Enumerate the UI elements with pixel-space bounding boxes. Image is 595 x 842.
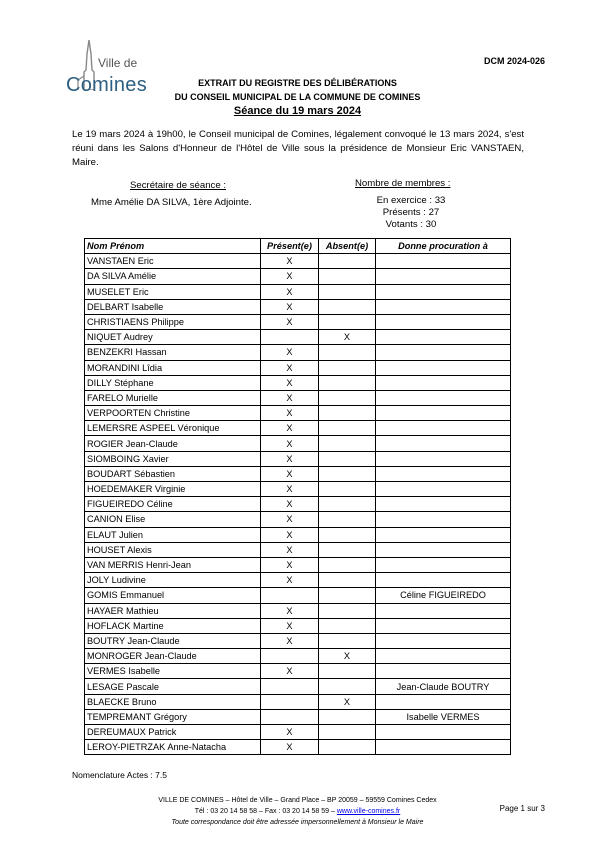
- table-row: [85, 512, 511, 527]
- table-row: [85, 618, 511, 633]
- proxy-to: [376, 421, 511, 436]
- member-name: BOUTRY Jean-Claude: [85, 633, 261, 648]
- table-row: [85, 421, 511, 436]
- member-name: CHRISTIAENS Philippe: [85, 314, 261, 329]
- absent-mark: [319, 482, 376, 497]
- col-name-header: Nom Prénom: [85, 239, 261, 254]
- present-mark: X: [261, 740, 319, 755]
- absent-mark: [319, 436, 376, 451]
- absent-mark: X: [319, 649, 376, 664]
- table-header-row: [85, 239, 511, 254]
- absent-mark: [319, 557, 376, 572]
- table-row: [85, 679, 511, 694]
- present-mark: X: [261, 390, 319, 405]
- present-mark: X: [261, 664, 319, 679]
- logo-text-top: Ville de: [98, 56, 138, 70]
- table-row: [85, 694, 511, 709]
- proxy-to: [376, 360, 511, 375]
- logo-text-bottom: Comines: [66, 74, 148, 96]
- absent-mark: [319, 466, 376, 481]
- absent-mark: X: [319, 694, 376, 709]
- col-present-header: Présent(e): [261, 239, 319, 254]
- proxy-to: [376, 512, 511, 527]
- absent-mark: [319, 421, 376, 436]
- present-mark: [261, 679, 319, 694]
- proxy-to: [376, 573, 511, 588]
- member-name: DILLY Stéphane: [85, 375, 261, 390]
- present-mark: X: [261, 345, 319, 360]
- table-row: [85, 709, 511, 724]
- members-present: Présents : 27: [382, 207, 440, 218]
- present-mark: [261, 588, 319, 603]
- table-row: [85, 527, 511, 542]
- present-mark: X: [261, 451, 319, 466]
- proxy-to: [376, 557, 511, 572]
- present-mark: X: [261, 436, 319, 451]
- present-mark: X: [261, 618, 319, 633]
- absent-mark: [319, 633, 376, 648]
- attendance-table: [84, 238, 511, 755]
- present-mark: X: [261, 512, 319, 527]
- table-row: [85, 482, 511, 497]
- absent-mark: [319, 740, 376, 755]
- proxy-to: [376, 649, 511, 664]
- table-row: [85, 269, 511, 284]
- present-mark: X: [261, 360, 319, 375]
- present-mark: X: [261, 603, 319, 618]
- absent-mark: [319, 512, 376, 527]
- member-name: HOEDEMAKER Virginie: [85, 482, 261, 497]
- absent-mark: [319, 664, 376, 679]
- table-row: [85, 406, 511, 421]
- footer-phone: Tél : 03 20 14 58 58 – Fax : 03 20 14 58 59 –: [194, 808, 337, 815]
- proxy-to: [376, 603, 511, 618]
- secretary-name: Mme Amélie DA SILVA, 1ère Adjointe.: [91, 197, 252, 208]
- present-mark: X: [261, 314, 319, 329]
- proxy-to: [376, 269, 511, 284]
- present-mark: X: [261, 421, 319, 436]
- present-mark: [261, 709, 319, 724]
- table-row: [85, 542, 511, 557]
- proxy-to: [376, 664, 511, 679]
- present-mark: X: [261, 466, 319, 481]
- table-row: [85, 436, 511, 451]
- absent-mark: [319, 725, 376, 740]
- table-row: [85, 390, 511, 405]
- member-name: TEMPREMANT Grégory: [85, 709, 261, 724]
- member-name: VANSTAEN Eric: [85, 254, 261, 269]
- proxy-to: [376, 725, 511, 740]
- member-name: LEROY-PIETRZAK Anne-Natacha: [85, 740, 261, 755]
- proxy-to: Jean-Claude BOUTRY: [376, 679, 511, 694]
- table-row: [85, 254, 511, 269]
- present-mark: X: [261, 254, 319, 269]
- attendance-rows: [85, 254, 511, 755]
- absent-mark: X: [319, 330, 376, 345]
- table-row: [85, 588, 511, 603]
- present-mark: X: [261, 375, 319, 390]
- present-mark: X: [261, 406, 319, 421]
- absent-mark: [319, 345, 376, 360]
- table-row: [85, 664, 511, 679]
- table-row: [85, 725, 511, 740]
- proxy-to: [376, 406, 511, 421]
- table-row: [85, 740, 511, 755]
- absent-mark: [319, 269, 376, 284]
- absent-mark: [319, 527, 376, 542]
- proxy-to: [376, 314, 511, 329]
- session-title: Séance du 19 mars 2024: [233, 105, 362, 117]
- absent-mark: [319, 451, 376, 466]
- absent-mark: [319, 588, 376, 603]
- present-mark: X: [261, 557, 319, 572]
- member-name: ELAUT Julien: [85, 527, 261, 542]
- member-name: VERPOORTEN Christine: [85, 406, 261, 421]
- member-name: HOUSET Alexis: [85, 542, 261, 557]
- nomenclature: Nomenclature Actes : 7.5: [72, 770, 167, 780]
- member-name: HOFLACK Martine: [85, 618, 261, 633]
- proxy-to: [376, 527, 511, 542]
- absent-mark: [319, 406, 376, 421]
- proxy-to: [376, 345, 511, 360]
- proxy-to: [376, 436, 511, 451]
- proxy-to: Isabelle VERMES: [376, 709, 511, 724]
- proxy-to: [376, 375, 511, 390]
- footer-note: Toute correspondance doit être adressée impersonnellement à Monsieur le Maire: [171, 819, 424, 826]
- member-name: VERMES Isabelle: [85, 664, 261, 679]
- members-heading: Nombre de membres :: [355, 178, 451, 189]
- member-name: BOUDART Sébastien: [85, 466, 261, 481]
- table-row: [85, 299, 511, 314]
- website-link[interactable]: www.ville-comines.fr: [336, 808, 401, 815]
- absent-mark: [319, 618, 376, 633]
- absent-mark: [319, 603, 376, 618]
- absent-mark: [319, 497, 376, 512]
- absent-mark: [319, 390, 376, 405]
- present-mark: [261, 330, 319, 345]
- deliberation-reference: DCM 2024-026: [483, 56, 545, 66]
- proxy-to: [376, 330, 511, 345]
- table-row: [85, 375, 511, 390]
- member-name: HAYAER Mathieu: [85, 603, 261, 618]
- title-line-1: EXTRAIT DU REGISTRE DES DÉLIBÉRATIONS: [198, 78, 397, 88]
- table-row: [85, 451, 511, 466]
- present-mark: [261, 694, 319, 709]
- present-mark: X: [261, 527, 319, 542]
- col-absent-header: Absent(e): [319, 239, 376, 254]
- table-row: [85, 466, 511, 481]
- absent-mark: [319, 679, 376, 694]
- absent-mark: [319, 299, 376, 314]
- member-name: NIQUET Audrey: [85, 330, 261, 345]
- member-name: ROGIER Jean-Claude: [85, 436, 261, 451]
- table-row: [85, 633, 511, 648]
- table-row: [85, 649, 511, 664]
- proxy-to: [376, 740, 511, 755]
- table-row: [85, 314, 511, 329]
- member-name: GOMIS Emmanuel: [85, 588, 261, 603]
- table-row: [85, 557, 511, 572]
- proxy-to: [376, 299, 511, 314]
- absent-mark: [319, 573, 376, 588]
- proxy-to: [376, 497, 511, 512]
- member-name: DEREUMAUX Patrick: [85, 725, 261, 740]
- absent-mark: [319, 284, 376, 299]
- member-name: CANION Elise: [85, 512, 261, 527]
- absent-mark: [319, 254, 376, 269]
- intro-paragraph: Le 19 mars 2024 à 19h00, le Conseil municipal de Comines, légalement convoqué le 13 mars 2024, s'est réuni dans les Salons d'Honneur de l'Hôtel de Ville sous la présidence de Monsieur Eric VANSTAEN, Maire.: [72, 129, 524, 168]
- member-name: BENZEKRI Hassan: [85, 345, 261, 360]
- present-mark: [261, 649, 319, 664]
- absent-mark: [319, 709, 376, 724]
- footer-address: VILLE DE COMINES – Hôtel de Ville – Grand Place – BP 20059 – 59559 Comines Cedex: [158, 797, 437, 804]
- table-row: [85, 360, 511, 375]
- absent-mark: [319, 360, 376, 375]
- member-name: MORANDINI Lîdia: [85, 360, 261, 375]
- member-name: MONROGER Jean-Claude: [85, 649, 261, 664]
- present-mark: X: [261, 284, 319, 299]
- absent-mark: [319, 542, 376, 557]
- member-name: FARELO Murielle: [85, 390, 261, 405]
- present-mark: X: [261, 299, 319, 314]
- present-mark: X: [261, 542, 319, 557]
- table-row: [85, 497, 511, 512]
- proxy-to: [376, 482, 511, 497]
- table-row: [85, 603, 511, 618]
- proxy-to: [376, 466, 511, 481]
- proxy-to: [376, 542, 511, 557]
- table-row: [85, 345, 511, 360]
- present-mark: X: [261, 633, 319, 648]
- secretary-heading: Secrétaire de séance :: [130, 180, 226, 191]
- members-voters: Votants : 30: [385, 219, 437, 230]
- proxy-to: [376, 390, 511, 405]
- table-row: [85, 330, 511, 345]
- present-mark: X: [261, 497, 319, 512]
- present-mark: X: [261, 725, 319, 740]
- member-name: FIGUEIREDO Céline: [85, 497, 261, 512]
- title-line-2: DU CONSEIL MUNICIPAL DE LA COMMUNE DE COMINES: [174, 92, 421, 102]
- table-row: [85, 284, 511, 299]
- proxy-to: [376, 284, 511, 299]
- member-name: DELBART Isabelle: [85, 299, 261, 314]
- col-proxy-header: Donne procuration à: [376, 239, 511, 254]
- member-name: DA SILVA Amélie: [85, 269, 261, 284]
- member-name: SIOMBOING Xavier: [85, 451, 261, 466]
- member-name: JOLY Ludivine: [85, 573, 261, 588]
- proxy-to: [376, 451, 511, 466]
- page-number: Page 1 sur 3: [499, 804, 545, 813]
- proxy-to: [376, 694, 511, 709]
- members-in-office: En exercice : 33: [376, 195, 446, 206]
- table-row: [85, 573, 511, 588]
- member-name: LEMERSRE ASPEEL Véronique: [85, 421, 261, 436]
- member-name: LESAGE Pascale: [85, 679, 261, 694]
- member-name: MUSELET Eric: [85, 284, 261, 299]
- member-name: VAN MERRIS Henri-Jean: [85, 557, 261, 572]
- proxy-to: Céline FIGUEIREDO: [376, 588, 511, 603]
- member-name: BLAECKE Bruno: [85, 694, 261, 709]
- absent-mark: [319, 314, 376, 329]
- present-mark: X: [261, 269, 319, 284]
- proxy-to: [376, 254, 511, 269]
- absent-mark: [319, 375, 376, 390]
- proxy-to: [376, 618, 511, 633]
- present-mark: X: [261, 573, 319, 588]
- present-mark: X: [261, 482, 319, 497]
- proxy-to: [376, 633, 511, 648]
